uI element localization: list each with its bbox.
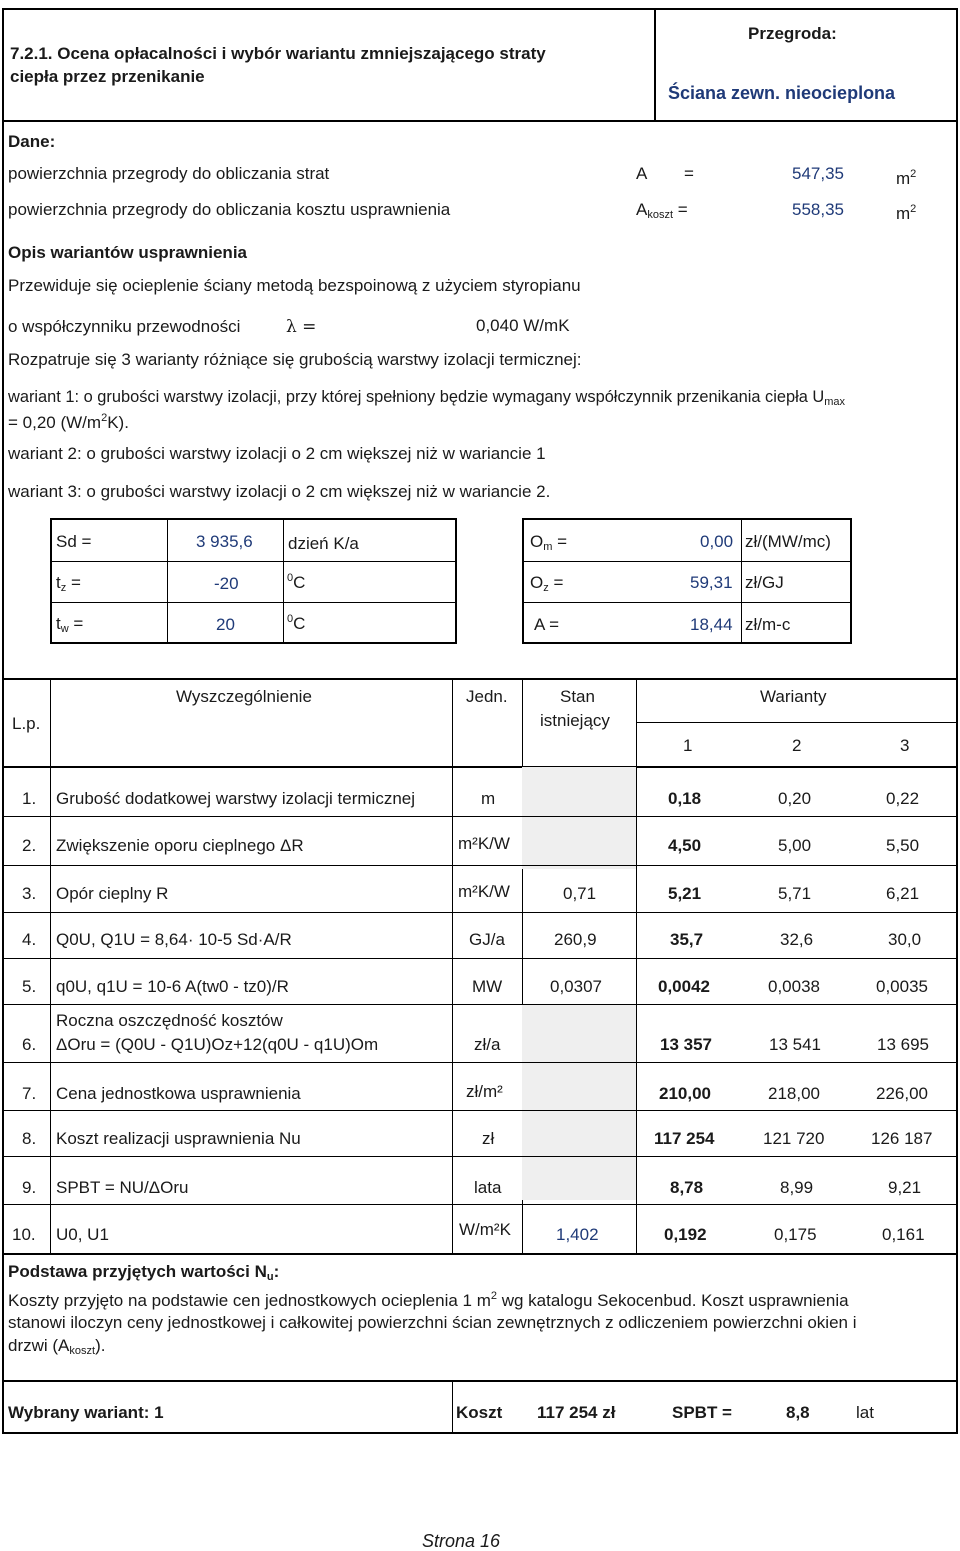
row4-lp: 4.	[22, 930, 37, 949]
row7-v1: 210,00	[659, 1084, 711, 1103]
row8-unit: zł	[482, 1129, 495, 1148]
given-row2-symbol: $A_{koszt}$ =	[636, 200, 688, 221]
row8-v2: 121 720	[763, 1129, 825, 1148]
row2-desc: Zwiększenie oporu cieplnego ΔR	[56, 836, 304, 855]
cost-label: Koszt	[456, 1403, 503, 1422]
row8-desc: Koszt realizacji usprawnienia Nu	[56, 1129, 301, 1148]
a-value: 18,44	[690, 615, 733, 634]
a-label: A =	[534, 615, 560, 634]
given-row2-label: powierzchnia przegrody do obliczania kosztu usprawnienia	[8, 200, 451, 219]
given-row1-value: 547,35	[792, 164, 844, 183]
variant1-desc: wariant 1: o grubości warstwy izolacji, przy której spełniony będzie wymagany współczynnik przenikania ciepła $U_{max}$	[8, 388, 846, 408]
row5-desc: q0U, q1U = 10-6 A(tw0 - tz0)/R	[56, 977, 289, 996]
row3-v2: 5,71	[778, 884, 812, 903]
summary-top	[2, 1380, 958, 1382]
spbt-unit: lat	[856, 1403, 874, 1422]
row4-v1: 35,7	[670, 930, 704, 949]
row8-v1: 117 254	[654, 1129, 715, 1148]
row2-v2: 5,00	[778, 836, 812, 855]
variant3-desc: wariant 3: o grubości warstwy izolacji o 2 cm większej niż w wariancie 2.	[8, 482, 551, 501]
tw-label: $t_w$ =	[56, 614, 84, 635]
row9-desc: SPBT = NU/ΔOru	[56, 1178, 189, 1197]
tz-value: -20	[214, 574, 239, 593]
row3-unit: m²K/W	[458, 882, 510, 901]
row10-unit: W/m²K	[459, 1220, 511, 1239]
sd-unit: dzień K/a	[288, 534, 359, 553]
row3-lp: 3.	[22, 884, 37, 903]
th-variants: Warianty	[760, 687, 827, 706]
row1-desc: Grubość dodatkowej warstwy izolacji termicznej	[56, 789, 416, 808]
th-unit: Jedn.	[466, 687, 508, 706]
row10-state: 1,402	[556, 1225, 599, 1244]
spbt-value: 8,8	[786, 1403, 810, 1422]
row1-v3: 0,22	[886, 789, 920, 808]
given-row1-eq: =	[684, 164, 694, 183]
row6-unit: zł/a	[474, 1035, 501, 1054]
row10-v1: 0,192	[664, 1225, 707, 1244]
row1-v2: 0,20	[778, 789, 812, 808]
given-heading: Dane:	[8, 132, 56, 151]
th-v3: 3	[900, 736, 910, 755]
tz-unit: $^0$C	[287, 572, 306, 592]
table-header-bottom	[2, 766, 958, 768]
oz-unit: zł/GJ	[745, 573, 784, 592]
a-unit: zł/m-c	[745, 615, 791, 634]
row1-lp: 1.	[22, 789, 37, 808]
row7-v2: 218,00	[768, 1084, 820, 1103]
row5-v3: 0,0035	[876, 977, 928, 996]
th-state-2: istniejący	[540, 711, 610, 730]
sd-value: 3 935,6	[196, 532, 253, 551]
row10-v3: 0,161	[882, 1225, 925, 1244]
basis-p2: stanowi iloczyn ceny jednostkowej i całkowitej powierzchni ścian zewnętrznych z odliczeniem powierzchni okien i	[8, 1313, 857, 1332]
variants-heading: Opis wariantów usprawnienia	[8, 243, 247, 262]
row2-v1: 4,50	[668, 836, 702, 855]
row4-unit: GJ/a	[469, 930, 505, 949]
frame-top	[2, 8, 958, 10]
row9-v2: 8,99	[780, 1178, 814, 1197]
basis-p1: Koszty przyjęto na podstawie cen jednostkowych ocieplenia 1 $m^2$ wg katalogu Sekocenbud. Koszt usprawnienia	[8, 1290, 849, 1310]
row7-lp: 7.	[22, 1084, 37, 1103]
frame-right	[956, 8, 958, 1434]
variants-line3: Rozpatruje się 3 warianty różniące się grubością warstwy izolacji termicznej:	[8, 350, 582, 369]
oz-label: $O_z$ =	[530, 573, 564, 594]
row10-desc: U0, U1	[56, 1225, 109, 1244]
row7-desc: Cena jednostkowa usprawnienia	[56, 1084, 301, 1103]
table-top	[2, 678, 958, 680]
th-item: Wyszczególnienie	[176, 687, 312, 706]
row2-lp: 2.	[22, 836, 37, 855]
summary-bottom	[2, 1432, 958, 1434]
section-title-2: ciepła przez przenikanie	[10, 67, 205, 86]
row1-unit: m	[481, 789, 496, 808]
params-left-box	[50, 518, 457, 644]
om-value: 0,00	[700, 532, 734, 551]
basis-p3: drzwi $(A_{koszt})$.	[8, 1336, 106, 1357]
row4-desc: Q0U, Q1U = 8,64· 10-5 Sd·A/R	[56, 930, 292, 949]
row3-desc: Opór cieplny R	[56, 884, 169, 903]
section-title-1: 7.2.1. Ocena opłacalności i wybór wariantu zmniejszającego straty	[10, 44, 546, 63]
row7-unit: zł/m²	[466, 1082, 503, 1101]
row4-v2: 32,6	[780, 930, 814, 949]
row6-desc-1: Roczna oszczędność kosztów	[56, 1011, 283, 1030]
tw-unit: $^0$C	[287, 613, 306, 633]
variants-line1: Przewiduje się ocieplenie ściany metodą bezspoinową z użyciem styropianu	[8, 276, 581, 295]
row2-unit: m²K/W	[458, 834, 510, 853]
row8-v3: 126 187	[871, 1129, 933, 1148]
row3-v1: 5,21	[668, 884, 702, 903]
th-v2: 2	[792, 736, 802, 755]
given-row1-unit: $m^2$	[896, 168, 917, 188]
row2-v3: 5,50	[886, 836, 920, 855]
row5-v2: 0,0038	[768, 977, 820, 996]
row4-v3: 30,0	[888, 930, 922, 949]
row9-v1: 8,78	[670, 1178, 704, 1197]
tw-value: 20	[216, 615, 235, 634]
tz-label: $t_z$ =	[56, 573, 81, 594]
row9-unit: lata	[474, 1178, 502, 1197]
om-label: $O_m$ =	[530, 532, 568, 553]
given-row1-symbol: A	[636, 164, 648, 183]
page-number: Strona 16	[422, 1531, 501, 1551]
cost-value: 117 254 zł	[537, 1403, 616, 1422]
th-lp: L.p.	[12, 714, 41, 733]
given-row2-value: 558,35	[792, 200, 844, 219]
row8-lp: 8.	[22, 1129, 37, 1148]
sd-label: Sd =	[56, 532, 92, 551]
basis-heading: Podstawa przyjętych wartości $N_u$:	[8, 1262, 280, 1283]
header-divider	[654, 8, 656, 121]
om-unit: zł/(MW/mc)	[745, 532, 831, 551]
row6-v3: 13 695	[877, 1035, 929, 1054]
chosen-variant: Wybrany wariant: 1	[8, 1403, 164, 1422]
row10-lp: 10.	[12, 1225, 36, 1244]
row6-v2: 13 541	[769, 1035, 821, 1054]
row6-v1: 13 357	[660, 1035, 712, 1054]
variants-line2: o współczynniku przewodności	[8, 317, 241, 336]
lambda-symbol: λ =	[286, 317, 317, 337]
oz-value: 59,31	[690, 573, 733, 592]
row10-v2: 0,175	[774, 1225, 817, 1244]
partition-value: Ściana zewn. nieocieplona	[668, 83, 896, 103]
row7-v3: 226,00	[876, 1084, 928, 1103]
row9-v3: 9,21	[888, 1178, 922, 1197]
th-v1: 1	[683, 736, 693, 755]
frame-left	[2, 8, 4, 1434]
given-row1-label: powierzchnia przegrody do obliczania strat	[8, 164, 330, 183]
partition-label: Przegroda:	[748, 24, 837, 43]
row6-desc: ΔOru = (Q0U - Q1U)Oz+12(q0U - q1U)Om	[56, 1035, 379, 1054]
lambda-value: 0,040 W/mK	[476, 316, 570, 335]
row5-unit: MW	[472, 977, 503, 996]
row6-lp: 6.	[22, 1035, 37, 1054]
row9-lp: 9.	[22, 1178, 37, 1197]
given-row2-unit: $m^2$	[896, 203, 917, 223]
row5-lp: 5.	[22, 977, 37, 996]
spbt-label: SPBT =	[672, 1403, 732, 1422]
row5-state: 0,0307	[550, 977, 602, 996]
variant2-desc: wariant 2: o grubości warstwy izolacji o 2 cm większej niż w wariancie 1	[8, 444, 546, 463]
header-bottom	[2, 120, 958, 122]
th-state-1: Stan	[560, 687, 595, 706]
row1-v1: 0,18	[668, 789, 702, 808]
row3-v3: 6,21	[886, 884, 920, 903]
row4-state: 260,9	[554, 930, 597, 949]
variant1-desc-cont: = 0,20 $(W/m^2K)$.	[8, 412, 129, 432]
row3-state: 0,71	[563, 884, 597, 903]
row5-v1: 0,0042	[658, 977, 710, 996]
